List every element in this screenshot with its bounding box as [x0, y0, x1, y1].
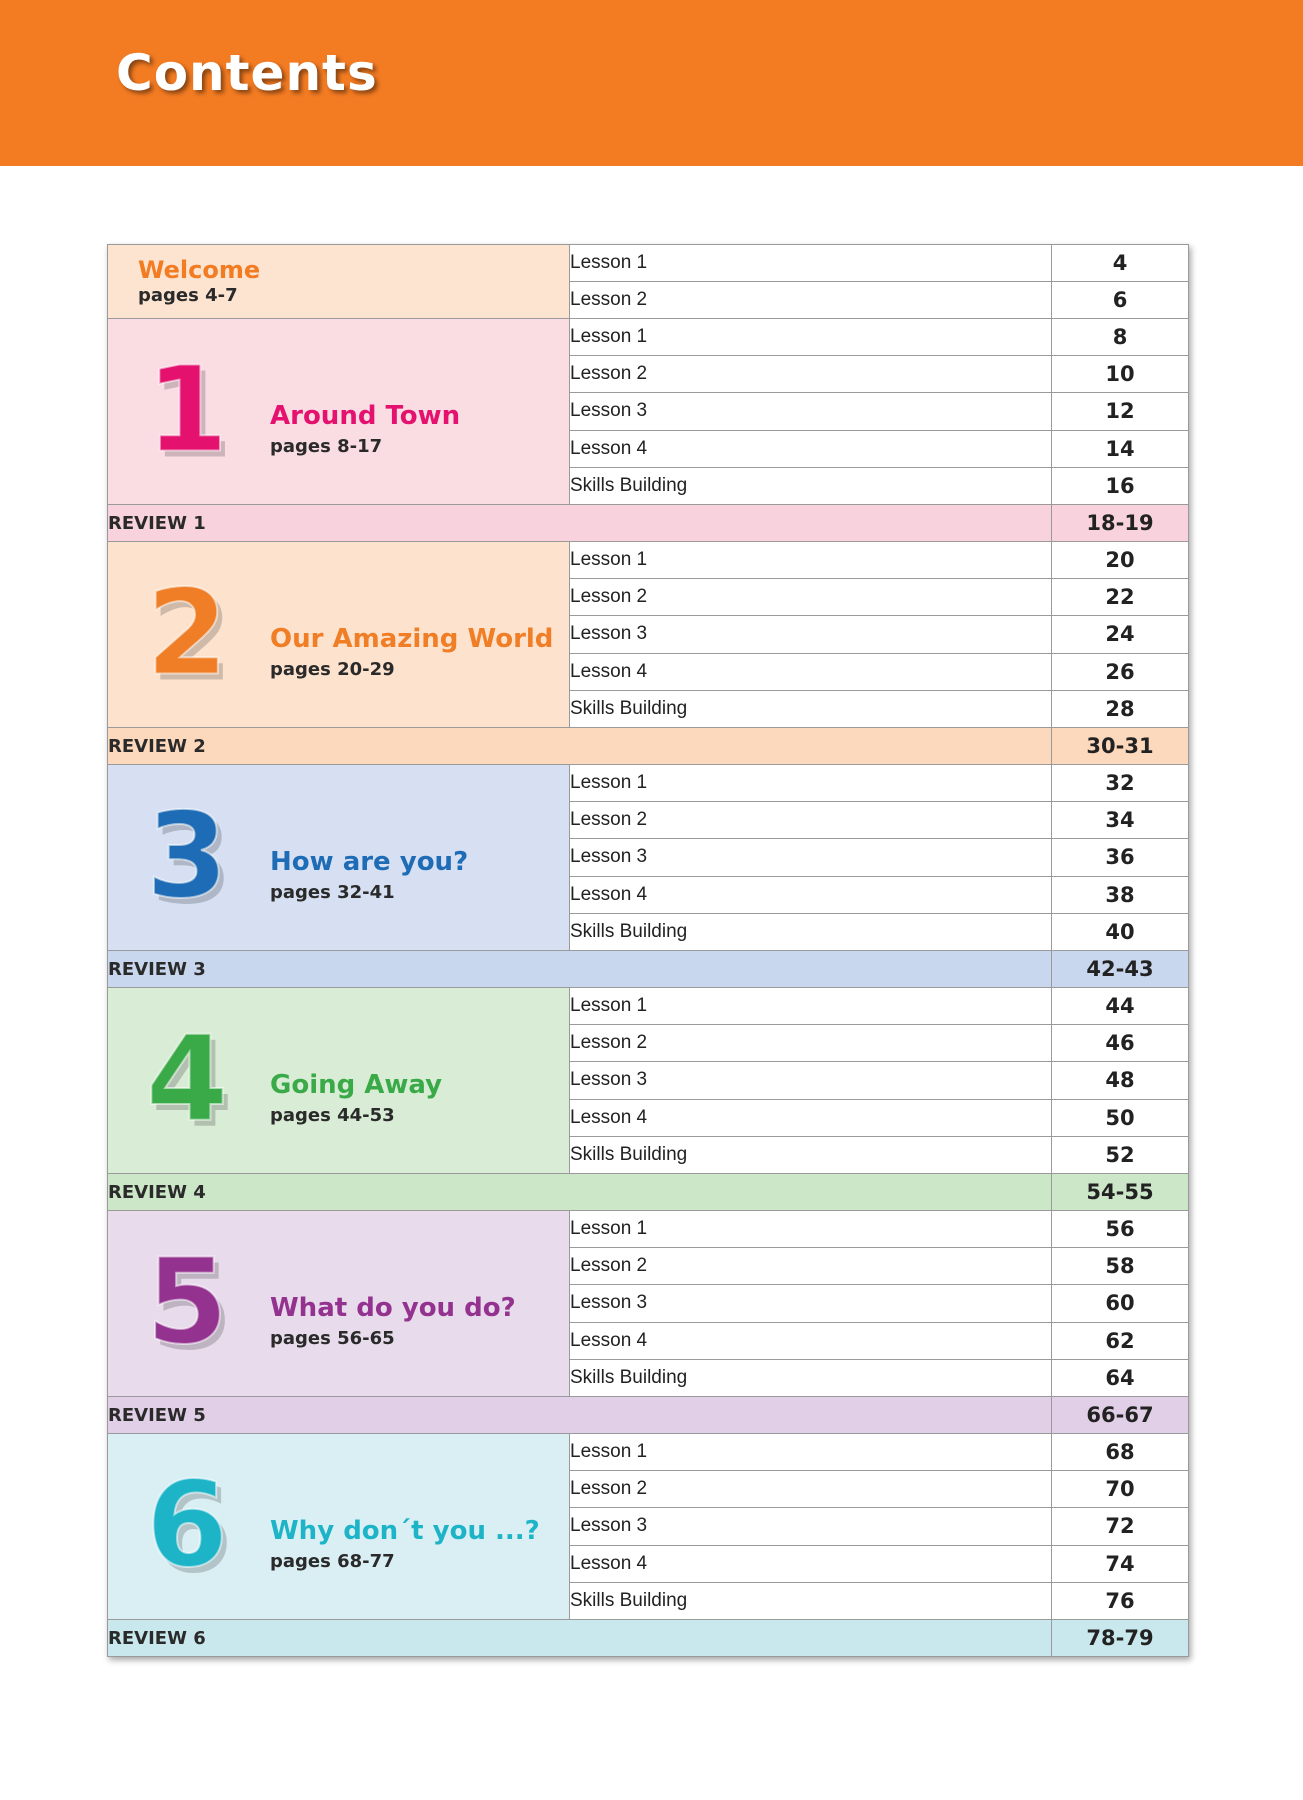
lesson-page: 38 — [1052, 876, 1189, 913]
lesson-label[interactable]: Lesson 1 — [570, 1434, 1052, 1471]
lesson-label[interactable]: Skills Building — [570, 1359, 1052, 1396]
table-row — [108, 765, 1189, 802]
lesson-label[interactable]: Lesson 1 — [570, 765, 1052, 802]
page-title: Contents — [116, 44, 378, 102]
review-label[interactable]: REVIEW 5 — [108, 1397, 1052, 1434]
lesson-label[interactable]: Lesson 4 — [570, 1322, 1052, 1359]
unit-title[interactable]: What do you do? — [270, 1292, 516, 1323]
lesson-page: 40 — [1052, 913, 1189, 950]
lesson-label[interactable]: Lesson 2 — [570, 1248, 1052, 1285]
review-label[interactable]: REVIEW 6 — [108, 1620, 1052, 1657]
contents-table — [107, 244, 1189, 1657]
lesson-label[interactable]: Skills Building — [570, 690, 1052, 727]
lesson-page: 46 — [1052, 1025, 1189, 1062]
lesson-page: 26 — [1052, 653, 1189, 690]
unit-pages: pages 32-41 — [270, 882, 395, 904]
unit-1-cell — [108, 319, 570, 505]
welcome-cell — [108, 245, 570, 319]
review-page: 30-31 — [1052, 728, 1189, 765]
lesson-page: 10 — [1052, 356, 1189, 393]
unit-title[interactable]: How are you? — [270, 846, 469, 877]
lesson-page: 58 — [1052, 1248, 1189, 1285]
lesson-label[interactable]: Skills Building — [570, 1582, 1052, 1619]
review-page: 78-79 — [1052, 1620, 1189, 1657]
unit-3-cell — [108, 765, 570, 951]
lesson-page: 28 — [1052, 690, 1189, 727]
table-row — [108, 988, 1189, 1025]
lesson-label[interactable]: Lesson 4 — [570, 1545, 1052, 1582]
lesson-label[interactable]: Lesson 4 — [570, 876, 1052, 913]
lesson-label[interactable]: Lesson 4 — [570, 430, 1052, 467]
unit-title[interactable]: Why don´t you ...? — [270, 1515, 540, 1546]
contents-table-body — [108, 245, 1189, 1657]
unit-pages: pages 20-29 — [270, 659, 395, 681]
lesson-label[interactable]: Skills Building — [570, 1136, 1052, 1173]
review-label[interactable]: REVIEW 1 — [108, 505, 1052, 542]
unit-5-cell — [108, 1211, 570, 1397]
review-row — [108, 1620, 1189, 1657]
unit-title[interactable]: Going Away — [270, 1069, 443, 1100]
lesson-page: 6 — [1052, 282, 1189, 319]
lesson-page: 12 — [1052, 393, 1189, 430]
review-row — [108, 728, 1189, 765]
table-row — [108, 245, 1189, 282]
lesson-label[interactable]: Lesson 3 — [570, 1062, 1052, 1099]
lesson-label[interactable]: Lesson 4 — [570, 653, 1052, 690]
review-page: 42-43 — [1052, 951, 1189, 988]
lesson-page: 8 — [1052, 319, 1189, 356]
unit-number: 5 — [146, 1232, 229, 1371]
unit-number: 3 — [146, 786, 229, 925]
lesson-label[interactable]: Lesson 2 — [570, 356, 1052, 393]
unit-6-cell — [108, 1434, 570, 1620]
lesson-page: 14 — [1052, 430, 1189, 467]
review-label[interactable]: REVIEW 4 — [108, 1174, 1052, 1211]
lesson-page: 74 — [1052, 1545, 1189, 1582]
lesson-page: 70 — [1052, 1471, 1189, 1508]
review-page: 66-67 — [1052, 1397, 1189, 1434]
lesson-page: 4 — [1052, 245, 1189, 282]
lesson-page: 36 — [1052, 839, 1189, 876]
lesson-label[interactable]: Lesson 2 — [570, 579, 1052, 616]
lesson-page: 16 — [1052, 467, 1189, 504]
review-label[interactable]: REVIEW 2 — [108, 728, 1052, 765]
unit-title[interactable]: Our Amazing World — [270, 623, 554, 654]
lesson-label[interactable]: Lesson 4 — [570, 1099, 1052, 1136]
lesson-label[interactable]: Lesson 3 — [570, 839, 1052, 876]
lesson-label[interactable]: Lesson 1 — [570, 988, 1052, 1025]
lesson-page: 34 — [1052, 802, 1189, 839]
review-row — [108, 1397, 1189, 1434]
unit-pages: pages 68-77 — [270, 1551, 395, 1573]
review-page: 54-55 — [1052, 1174, 1189, 1211]
lesson-label[interactable]: Lesson 1 — [570, 319, 1052, 356]
unit-pages: pages 8-17 — [270, 436, 383, 458]
review-row — [108, 951, 1189, 988]
review-row — [108, 505, 1189, 542]
lesson-label[interactable]: Lesson 2 — [570, 1025, 1052, 1062]
unit-number: 2 — [146, 563, 229, 702]
lesson-label[interactable]: Skills Building — [570, 467, 1052, 504]
lesson-page: 32 — [1052, 765, 1189, 802]
lesson-page: 72 — [1052, 1508, 1189, 1545]
lesson-page: 44 — [1052, 988, 1189, 1025]
lesson-label[interactable]: Lesson 1 — [570, 1211, 1052, 1248]
welcome-title: Welcome — [138, 255, 261, 284]
lesson-page: 20 — [1052, 542, 1189, 579]
lesson-page: 48 — [1052, 1062, 1189, 1099]
unit-title[interactable]: Around Town — [270, 400, 461, 431]
unit-2-cell — [108, 542, 570, 728]
lesson-label[interactable]: Lesson 3 — [570, 1508, 1052, 1545]
unit-pages: pages 44-53 — [270, 1105, 395, 1127]
lesson-label[interactable]: Lesson 2 — [570, 1471, 1052, 1508]
lesson-page: 60 — [1052, 1285, 1189, 1322]
lesson-page: 62 — [1052, 1322, 1189, 1359]
table-row — [108, 1211, 1189, 1248]
table-row — [108, 1434, 1189, 1471]
lesson-page: 24 — [1052, 616, 1189, 653]
lesson-label: Lesson 1 — [570, 245, 1052, 282]
unit-number: 6 — [146, 1455, 229, 1594]
lesson-label[interactable]: Skills Building — [570, 913, 1052, 950]
unit-number: 4 — [146, 1009, 229, 1148]
table-row — [108, 542, 1189, 579]
lesson-label[interactable]: Lesson 1 — [570, 542, 1052, 579]
unit-4-cell — [108, 988, 570, 1174]
lesson-label[interactable]: Lesson 3 — [570, 1285, 1052, 1322]
lesson-page: 50 — [1052, 1099, 1189, 1136]
table-row — [108, 319, 1189, 356]
lesson-page: 22 — [1052, 579, 1189, 616]
lesson-label[interactable]: Lesson 3 — [570, 616, 1052, 653]
lesson-page: 76 — [1052, 1582, 1189, 1619]
lesson-page: 64 — [1052, 1359, 1189, 1396]
header-banner — [0, 0, 1303, 166]
lesson-page: 56 — [1052, 1211, 1189, 1248]
lesson-label[interactable]: Lesson 3 — [570, 393, 1052, 430]
unit-pages: pages 56-65 — [270, 1328, 395, 1350]
welcome-pages: pages 4-7 — [138, 285, 238, 307]
review-row — [108, 1174, 1189, 1211]
lesson-label: Lesson 2 — [570, 282, 1052, 319]
review-label[interactable]: REVIEW 3 — [108, 951, 1052, 988]
review-page: 18-19 — [1052, 505, 1189, 542]
lesson-page: 68 — [1052, 1434, 1189, 1471]
unit-number: 1 — [146, 340, 229, 479]
lesson-page: 52 — [1052, 1136, 1189, 1173]
lesson-label[interactable]: Lesson 2 — [570, 802, 1052, 839]
